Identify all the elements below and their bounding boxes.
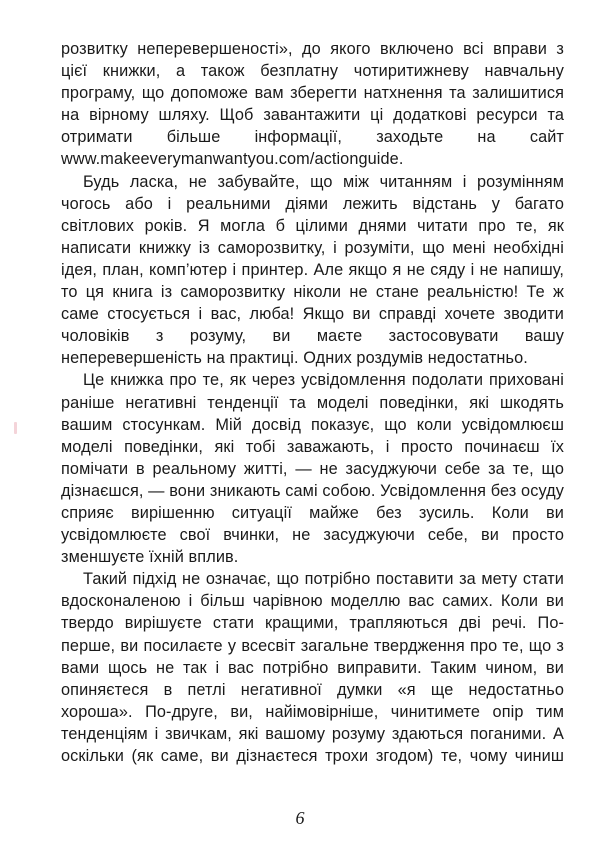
text-line: чогось або і реальними діями лежить відстань у багато [61, 194, 564, 213]
paragraph-1 [61, 38, 564, 171]
paragraph-3 [61, 369, 564, 568]
text-line: Будь ласка, не забувайте, що між читанням і розумінням [83, 172, 564, 191]
text-line: перше, ви посилаєте у всесвіт загальне твердження про те, що з [61, 636, 564, 655]
margin-scan-mark [14, 422, 17, 434]
text-line: вдосконаленою і більш чарівною моделлю вас самих. Коли ви [61, 592, 564, 611]
paragraph-4 [61, 568, 564, 767]
text-line: вашим стосункам. Мій досвід показує, що коли усвідомлюєш [61, 415, 564, 434]
text-line: помічати в реальному житті, — не засуджуючи себе за те, що [61, 459, 564, 478]
text-line: саме стосується і вас, люба! Якщо ви справді хочете зводити [61, 305, 564, 324]
page-number: 6 [295, 808, 305, 828]
text-line: цієї книжки, а також безплатну чотиритижневу навчальну [61, 62, 564, 81]
text-line: Такий підхід не означає, що потрібно поставити за мету стати [83, 570, 564, 589]
paragraph-2 [61, 171, 564, 370]
url-text: www.makeeverymanwantyou.com/actionguide. [61, 150, 404, 169]
text-line: твердо вирішуєте стати кращими, трапляються дві речі. По- [61, 614, 564, 633]
text-line: вами щось не так і вас потрібно виправити. Таким чином, ви [61, 658, 564, 677]
text-line: неперевершеність на практиці. Одних роздумів недостатньо. [61, 349, 528, 368]
text-line: розвитку неперевершеності», до якого включено всі вправи з [61, 40, 564, 58]
text-line: зменшуєте їхній вплив. [61, 548, 239, 567]
page-body-text [61, 38, 564, 767]
text-line: отримати більше інформації, заходьте на сайт [61, 128, 564, 147]
text-line: сприяє вирішенню ситуації майже без зусиль. Коли ви [61, 503, 564, 522]
text-line: чоловіків з розуму, ви маєте застосовувати вашу [61, 327, 564, 346]
text-line: опиняєтеся в петлі негативної думки «я ще недостатньо [61, 680, 564, 699]
text-line: раніше негативні тенденції та моделі поведінки, які шкодять [61, 393, 564, 412]
text-line: оскільки (як саме, ви дізнаєтеся трохи згодом) те, чому чиниш [61, 747, 564, 765]
text-line: усвідомлюєте свої вчинки, не засуджуючи себе, ви просто [61, 526, 564, 545]
text-line: моделі поведінки, які тобі заважають, і просто починаєш їх [61, 437, 564, 456]
text-line: на вірному шляху. Щоб завантажити ці додаткові ресурси та [61, 106, 564, 125]
text-line: програму, що допоможе вам зберегти натхнення та залишитися [61, 84, 564, 103]
text-line: тенденціям і звичкам, які вашому розуму здаються поганими. А [61, 724, 564, 743]
text-line: ідея, план, комп’ютер і принтер. Але якщо я не сяду і не напишу, [61, 260, 564, 279]
text-line: то ця книга із саморозвитку ніколи не стане реальністю! Те ж [61, 283, 564, 302]
text-line: дізнаєшся, — вони зникають самі собою. Усвідомлення без осуду [61, 481, 564, 500]
text-line: написати книжку із саморозвитку, і розуміти, що мені необхідні [61, 238, 564, 257]
text-line: світлових років. Я могла б цілими днями читати про те, як [61, 216, 564, 235]
text-line: Це книжка про те, як через усвідомлення подолати приховані [83, 371, 564, 390]
text-line: хороша». По-друге, ви, найімовірніше, чинитимете опір тим [61, 702, 564, 721]
